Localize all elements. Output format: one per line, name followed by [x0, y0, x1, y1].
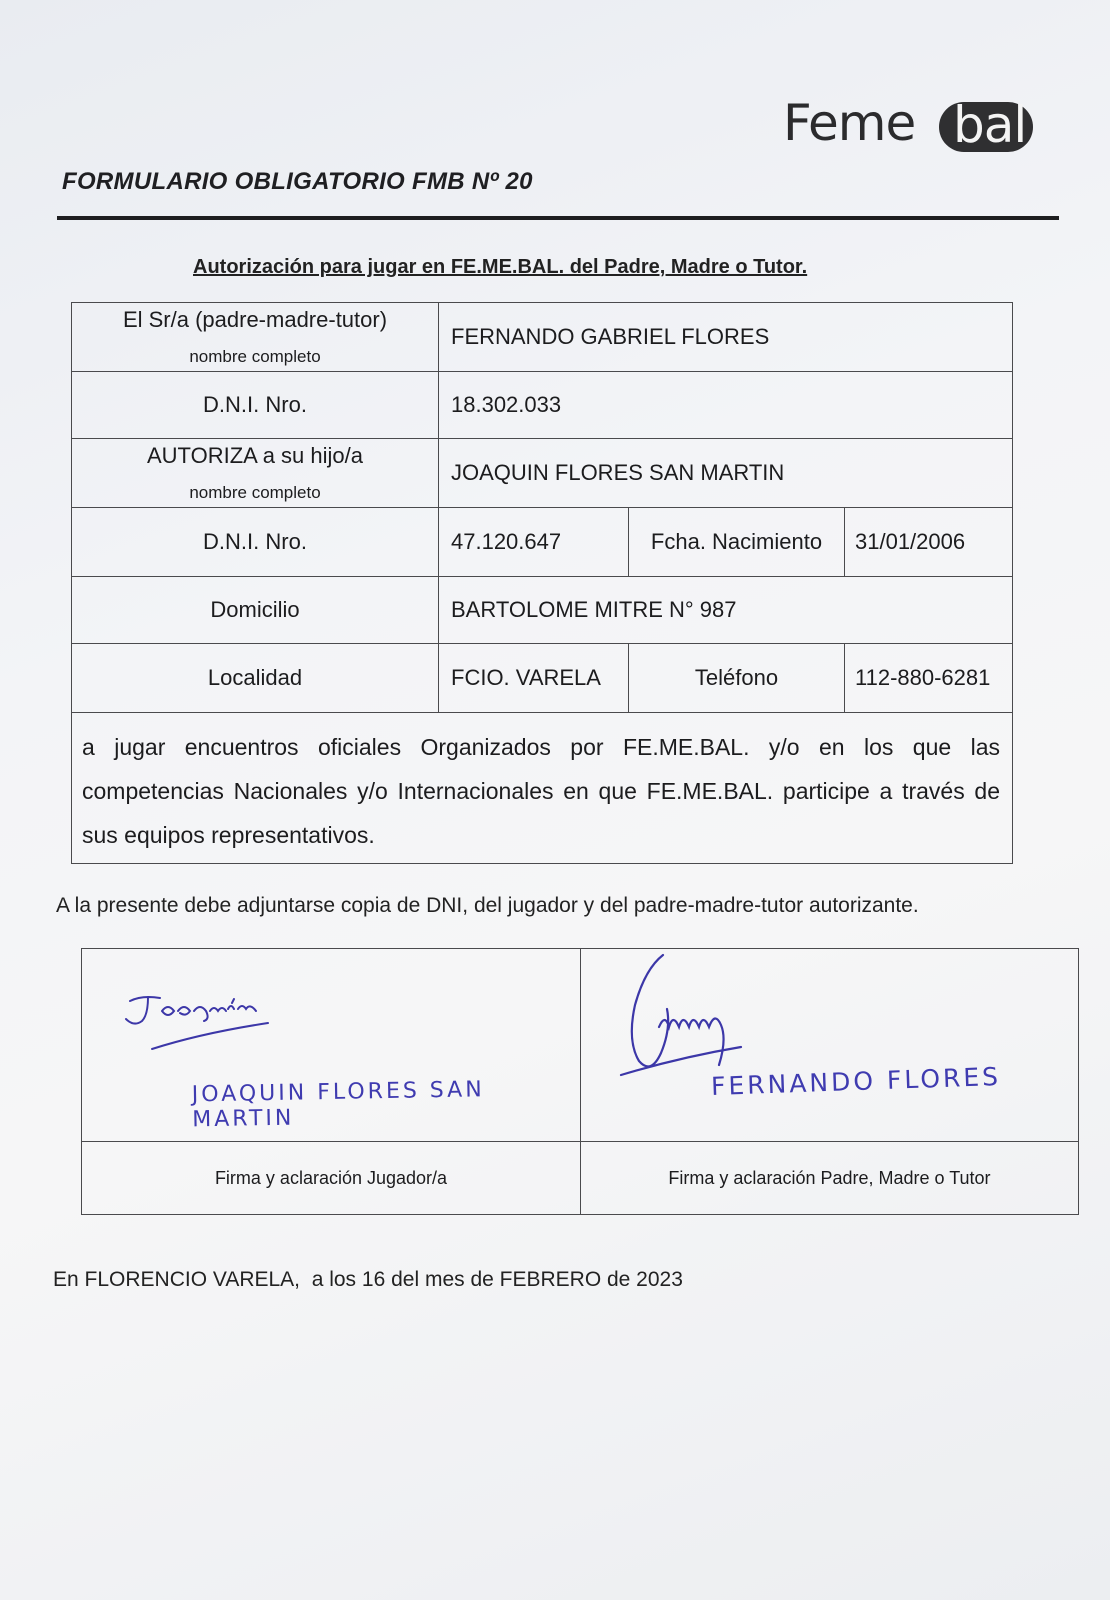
caption-row [82, 1141, 1078, 1214]
parent-name: FERNANDO GABRIEL FLORES [438, 303, 1012, 371]
player-signature-cell [82, 949, 580, 1141]
phone: 112-880-6281 [844, 644, 1012, 712]
form-subtitle: Autorización para jugar en FE.ME.BAL. del Padre, Madre o Tutor. [193, 256, 808, 278]
full-name-hint: nombre completo [189, 347, 321, 366]
footer-place: En FLORENCIO VARELA, [53, 1268, 301, 1291]
full-name-hint: nombre completo [189, 483, 321, 502]
phone-label: Teléfono [628, 644, 844, 712]
parent-dni-label: D.N.I. Nro. [203, 392, 307, 417]
footer-date: a los 16 del mes de FEBRERO de 2023 [300, 1268, 683, 1291]
signature-row [82, 949, 1078, 1141]
table-row [72, 303, 1012, 371]
place-and-date [53, 1268, 683, 1292]
parent-label: El Sr/a (padre-madre-tutor) [122, 307, 388, 332]
signature-table [81, 948, 1079, 1215]
address-label: Domicilio [210, 597, 300, 622]
city: FCIO. VARELA [438, 644, 628, 712]
authorization-paragraph: a jugar encuentros oficiales Organizados por FE.ME.BAL. y/o en los que las competencias Nacionales y/o Internacionales en que FE.ME.BAL. participe a través de sus equipos representativos. [82, 734, 1000, 848]
logo-word: Feme [783, 94, 916, 152]
table-row [72, 438, 1012, 507]
parent-handwritten-name: FERNANDO FLORES [710, 1061, 1002, 1102]
table-row [72, 371, 1012, 438]
parent-dni: 18.302.033 [438, 372, 1012, 438]
table-row [72, 576, 1012, 643]
player-signature-caption: Firma y aclaración Jugador/a [214, 1167, 448, 1188]
birth-date: 31/01/2006 [844, 508, 1012, 576]
parent-signature-cell [580, 949, 1078, 1141]
parent-signature-caption: Firma y aclaración Padre, Madre o Tutor [580, 1142, 1078, 1214]
child-dni-label: D.N.I. Nro. [203, 529, 307, 554]
femebal-logo [783, 92, 1048, 158]
authorization-table [71, 302, 1013, 864]
table-row [72, 643, 1012, 712]
child-name: JOAQUIN FLORES SAN MARTIN [438, 439, 1012, 507]
table-row [72, 712, 1012, 863]
birth-label: Fcha. Nacimiento [628, 508, 844, 576]
parent-label-cell [72, 303, 438, 371]
logo-pill [939, 96, 1033, 154]
logo-pill-text: bal [953, 96, 1027, 154]
parent-signature-scribble [581, 949, 1077, 1141]
address: BARTOLOME MITRE N° 987 [438, 577, 1012, 643]
attachment-note: A la presente debe adjuntarse copia de DNI, del jugador y del padre-madre-tutor autorizante. [56, 894, 919, 917]
table-row [72, 507, 1012, 576]
city-label: Localidad [207, 665, 303, 690]
form-title: FORMULARIO OBLIGATORIO FMB Nº 20 [62, 168, 533, 195]
authorizes-label-cell [72, 439, 438, 507]
player-handwritten-name: JOAQUIN FLORES SAN MARTIN [191, 1077, 485, 1133]
title-rule [57, 216, 1059, 220]
authorizes-label: AUTORIZA a su hijo/a [146, 443, 363, 468]
child-dni: 47.120.647 [438, 508, 628, 576]
